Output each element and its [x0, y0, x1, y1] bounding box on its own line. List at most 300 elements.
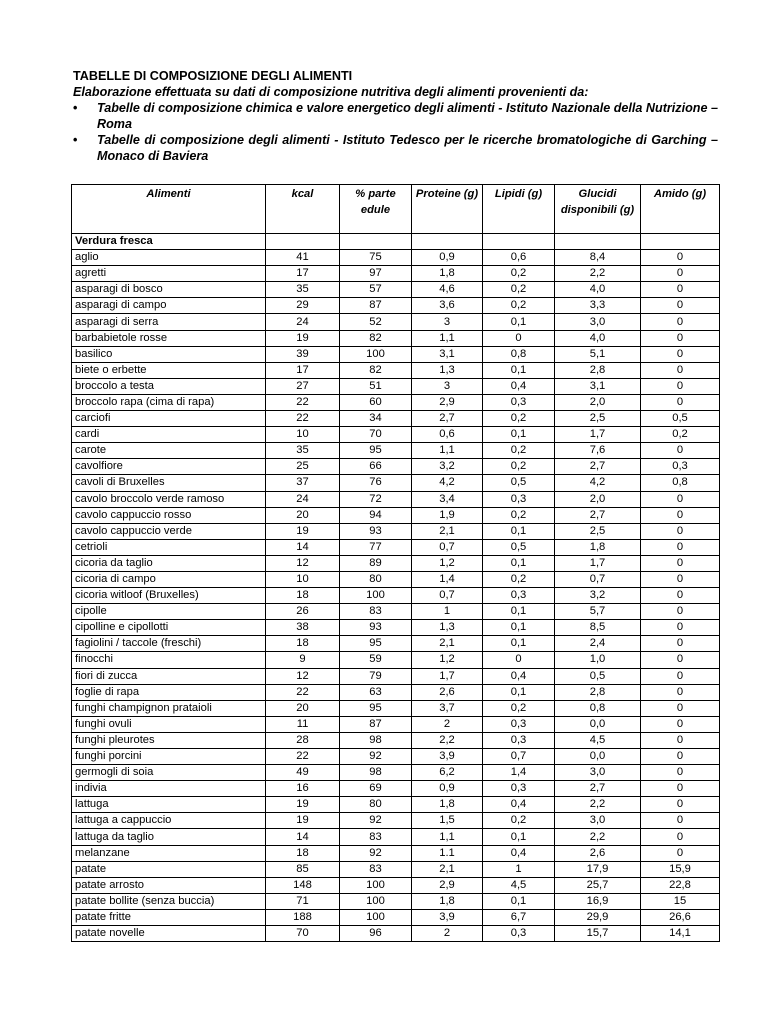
proteine-value: 3	[412, 314, 483, 330]
parte-edule-value: 83	[340, 604, 412, 620]
food-name: cavoli di Bruxelles	[72, 475, 266, 491]
amido-value: 0	[641, 700, 720, 716]
kcal-value: 9	[266, 652, 340, 668]
sources-list	[73, 100, 718, 164]
proteine-value: 3,6	[412, 298, 483, 314]
food-name: asparagi di campo	[72, 298, 266, 314]
food-name: funghi porcini	[72, 749, 266, 765]
table-row	[72, 877, 720, 893]
proteine-value: 3,1	[412, 346, 483, 362]
table-row	[72, 845, 720, 861]
kcal-value: 18	[266, 588, 340, 604]
kcal-value: 38	[266, 620, 340, 636]
proteine-value: 2	[412, 716, 483, 732]
glucidi-value: 0,8	[555, 700, 641, 716]
kcal-value: 19	[266, 797, 340, 813]
lipidi-value: 6,7	[483, 909, 555, 925]
kcal-value: 18	[266, 636, 340, 652]
food-name: cetrioli	[72, 539, 266, 555]
lipidi-value: 0,2	[483, 266, 555, 282]
table-row	[72, 684, 720, 700]
amido-value: 15,9	[641, 861, 720, 877]
lipidi-value: 0,1	[483, 684, 555, 700]
parte-edule-value: 79	[340, 668, 412, 684]
column-header-amido: Amido (g)	[641, 185, 720, 234]
glucidi-value: 15,7	[555, 926, 641, 942]
food-name: cavolo cappuccio verde	[72, 523, 266, 539]
kcal-value: 18	[266, 845, 340, 861]
amido-value: 0,2	[641, 427, 720, 443]
column-header-kcal: kcal	[266, 185, 340, 234]
amido-value: 0	[641, 539, 720, 555]
food-name: basilico	[72, 346, 266, 362]
lipidi-value: 1,4	[483, 765, 555, 781]
parte-edule-value: 98	[340, 732, 412, 748]
parte-edule-value: 92	[340, 749, 412, 765]
kcal-value: 22	[266, 394, 340, 410]
food-name: funghi champignon prataioli	[72, 700, 266, 716]
food-name: cicoria witloof (Bruxelles)	[72, 588, 266, 604]
parte-edule-value: 95	[340, 700, 412, 716]
column-header-lipidi: Lipidi (g)	[483, 185, 555, 234]
kcal-value: 19	[266, 523, 340, 539]
proteine-value: 1,3	[412, 620, 483, 636]
glucidi-value: 2,4	[555, 636, 641, 652]
table-row	[72, 636, 720, 652]
parte-edule-value: 59	[340, 652, 412, 668]
table-row	[72, 588, 720, 604]
food-name: germogli di soia	[72, 765, 266, 781]
parte-edule-value: 87	[340, 298, 412, 314]
food-name: cavolo broccolo verde ramoso	[72, 491, 266, 507]
parte-edule-value: 80	[340, 797, 412, 813]
proteine-value: 0,9	[412, 250, 483, 266]
amido-value: 0	[641, 636, 720, 652]
glucidi-value: 8,5	[555, 620, 641, 636]
food-name: agretti	[72, 266, 266, 282]
table-body	[72, 234, 720, 942]
glucidi-value: 1,7	[555, 427, 641, 443]
glucidi-value: 16,9	[555, 893, 641, 909]
table-row	[72, 700, 720, 716]
lipidi-value: 0,1	[483, 555, 555, 571]
glucidi-value: 2,6	[555, 845, 641, 861]
parte-edule-value: 51	[340, 378, 412, 394]
food-name: patate bollite (senza buccia)	[72, 893, 266, 909]
kcal-value: 49	[266, 765, 340, 781]
parte-edule-value: 100	[340, 877, 412, 893]
proteine-value: 2,1	[412, 861, 483, 877]
parte-edule-value: 100	[340, 588, 412, 604]
glucidi-value: 2,5	[555, 411, 641, 427]
amido-value: 0	[641, 298, 720, 314]
parte-edule-value: 96	[340, 926, 412, 942]
amido-value: 0,8	[641, 475, 720, 491]
table-row	[72, 539, 720, 555]
glucidi-value: 0,0	[555, 716, 641, 732]
food-name: barbabietole rosse	[72, 330, 266, 346]
table-row	[72, 394, 720, 410]
table-cell	[412, 234, 483, 250]
glucidi-value: 17,9	[555, 861, 641, 877]
parte-edule-value: 95	[340, 636, 412, 652]
food-name: fagiolini / taccole (freschi)	[72, 636, 266, 652]
table-row	[72, 813, 720, 829]
amido-value: 0	[641, 443, 720, 459]
proteine-value: 1,4	[412, 571, 483, 587]
table-row	[72, 604, 720, 620]
lipidi-value: 0,1	[483, 314, 555, 330]
section-row	[72, 234, 720, 250]
kcal-value: 27	[266, 378, 340, 394]
proteine-value: 2	[412, 926, 483, 942]
glucidi-value: 2,8	[555, 684, 641, 700]
glucidi-value: 2,2	[555, 266, 641, 282]
kcal-value: 22	[266, 411, 340, 427]
table-row	[72, 652, 720, 668]
amido-value: 0	[641, 330, 720, 346]
kcal-value: 35	[266, 282, 340, 298]
kcal-value: 12	[266, 555, 340, 571]
table-cell	[266, 234, 340, 250]
lipidi-value: 0,7	[483, 749, 555, 765]
lipidi-value: 0,2	[483, 459, 555, 475]
food-name: carciofi	[72, 411, 266, 427]
proteine-value: 1,1	[412, 829, 483, 845]
proteine-value: 0,6	[412, 427, 483, 443]
amido-value: 0	[641, 684, 720, 700]
glucidi-value: 8,4	[555, 250, 641, 266]
amido-value: 0	[641, 250, 720, 266]
parte-edule-value: 69	[340, 781, 412, 797]
table-row	[72, 797, 720, 813]
food-name: cipolle	[72, 604, 266, 620]
proteine-value: 2,9	[412, 877, 483, 893]
parte-edule-value: 87	[340, 716, 412, 732]
table-row	[72, 749, 720, 765]
lipidi-value: 1	[483, 861, 555, 877]
parte-edule-value: 72	[340, 491, 412, 507]
food-name: cicoria da taglio	[72, 555, 266, 571]
table-row	[72, 443, 720, 459]
column-header-glucidi: Glucidi disponibili (g)	[555, 185, 641, 234]
table-row	[72, 523, 720, 539]
table-row	[72, 330, 720, 346]
table-row	[72, 507, 720, 523]
table-row	[72, 314, 720, 330]
proteine-value: 6,2	[412, 765, 483, 781]
glucidi-value: 2,0	[555, 394, 641, 410]
food-name: finocchi	[72, 652, 266, 668]
amido-value: 0	[641, 491, 720, 507]
lipidi-value: 0,2	[483, 813, 555, 829]
proteine-value: 1,8	[412, 266, 483, 282]
amido-value: 14,1	[641, 926, 720, 942]
kcal-value: 29	[266, 298, 340, 314]
column-header-parte-edule: % parte edule	[340, 185, 412, 234]
food-name: asparagi di bosco	[72, 282, 266, 298]
proteine-value: 2,1	[412, 636, 483, 652]
lipidi-value: 0,2	[483, 282, 555, 298]
proteine-value: 1,2	[412, 652, 483, 668]
glucidi-value: 4,5	[555, 732, 641, 748]
kcal-value: 19	[266, 330, 340, 346]
table-row	[72, 555, 720, 571]
food-composition-table	[71, 184, 720, 942]
table-row	[72, 765, 720, 781]
lipidi-value: 0,1	[483, 362, 555, 378]
table-row	[72, 250, 720, 266]
amido-value: 0	[641, 620, 720, 636]
table-row	[72, 266, 720, 282]
table-cell	[555, 234, 641, 250]
food-name: patate arrosto	[72, 877, 266, 893]
kcal-value: 12	[266, 668, 340, 684]
table-row	[72, 620, 720, 636]
parte-edule-value: 34	[340, 411, 412, 427]
food-name: lattuga a cappuccio	[72, 813, 266, 829]
amido-value: 0	[641, 668, 720, 684]
table-header-row	[72, 185, 720, 234]
table-row	[72, 861, 720, 877]
proteine-value: 4,6	[412, 282, 483, 298]
glucidi-value: 4,0	[555, 282, 641, 298]
amido-value: 0	[641, 555, 720, 571]
proteine-value: 1.1	[412, 845, 483, 861]
lipidi-value: 0,4	[483, 797, 555, 813]
parte-edule-value: 93	[340, 620, 412, 636]
glucidi-value: 3,0	[555, 813, 641, 829]
lipidi-value: 0,5	[483, 475, 555, 491]
lipidi-value: 0,3	[483, 491, 555, 507]
glucidi-value: 2,8	[555, 362, 641, 378]
amido-value: 0	[641, 378, 720, 394]
lipidi-value: 0,2	[483, 298, 555, 314]
amido-value: 0	[641, 716, 720, 732]
food-name: melanzane	[72, 845, 266, 861]
glucidi-value: 2,2	[555, 797, 641, 813]
amido-value: 0	[641, 732, 720, 748]
lipidi-value: 0,3	[483, 781, 555, 797]
kcal-value: 17	[266, 266, 340, 282]
food-name: foglie di rapa	[72, 684, 266, 700]
parte-edule-value: 60	[340, 394, 412, 410]
proteine-value: 2,9	[412, 394, 483, 410]
table-row	[72, 282, 720, 298]
table-row	[72, 459, 720, 475]
table-row	[72, 362, 720, 378]
kcal-value: 19	[266, 813, 340, 829]
glucidi-value: 3,0	[555, 314, 641, 330]
food-name: asparagi di serra	[72, 314, 266, 330]
proteine-value: 4,2	[412, 475, 483, 491]
parte-edule-value: 92	[340, 813, 412, 829]
amido-value: 0	[641, 507, 720, 523]
table-row	[72, 829, 720, 845]
lipidi-value: 0,4	[483, 845, 555, 861]
glucidi-value: 25,7	[555, 877, 641, 893]
kcal-value: 14	[266, 539, 340, 555]
proteine-value: 0,7	[412, 539, 483, 555]
kcal-value: 22	[266, 749, 340, 765]
lipidi-value: 0,3	[483, 716, 555, 732]
amido-value: 0,3	[641, 459, 720, 475]
food-name: lattuga da taglio	[72, 829, 266, 845]
table-row	[72, 491, 720, 507]
food-name: funghi ovuli	[72, 716, 266, 732]
kcal-value: 16	[266, 781, 340, 797]
parte-edule-value: 52	[340, 314, 412, 330]
lipidi-value: 0,3	[483, 732, 555, 748]
lipidi-value: 0,3	[483, 394, 555, 410]
glucidi-value: 7,6	[555, 443, 641, 459]
kcal-value: 35	[266, 443, 340, 459]
food-name: patate fritte	[72, 909, 266, 925]
proteine-value: 3,7	[412, 700, 483, 716]
amido-value: 0	[641, 797, 720, 813]
parte-edule-value: 76	[340, 475, 412, 491]
parte-edule-value: 100	[340, 346, 412, 362]
parte-edule-value: 70	[340, 427, 412, 443]
proteine-value: 1,9	[412, 507, 483, 523]
amido-value: 0	[641, 813, 720, 829]
table-row	[72, 346, 720, 362]
kcal-value: 28	[266, 732, 340, 748]
parte-edule-value: 80	[340, 571, 412, 587]
proteine-value: 2,7	[412, 411, 483, 427]
glucidi-value: 0,0	[555, 749, 641, 765]
table-row	[72, 427, 720, 443]
source-item: • Tabelle di composizione chimica e valore energetico degli alimenti - Istituto Nazionale della Nutrizione – Roma	[73, 100, 718, 132]
amido-value: 22,8	[641, 877, 720, 893]
parte-edule-value: 95	[340, 443, 412, 459]
column-header-proteine: Proteine (g)	[412, 185, 483, 234]
parte-edule-value: 89	[340, 555, 412, 571]
lipidi-value: 0	[483, 330, 555, 346]
proteine-value: 0,7	[412, 588, 483, 604]
lipidi-value: 0,1	[483, 620, 555, 636]
proteine-value: 1,8	[412, 797, 483, 813]
amido-value: 0	[641, 266, 720, 282]
column-header-alimenti: Alimenti	[72, 185, 266, 234]
amido-value: 0	[641, 523, 720, 539]
glucidi-value: 1,7	[555, 555, 641, 571]
table-cell	[641, 234, 720, 250]
proteine-value: 1	[412, 604, 483, 620]
glucidi-value: 3,3	[555, 298, 641, 314]
kcal-value: 11	[266, 716, 340, 732]
amido-value: 0	[641, 749, 720, 765]
food-name: cavolo cappuccio rosso	[72, 507, 266, 523]
lipidi-value: 0,5	[483, 539, 555, 555]
lipidi-value: 0,4	[483, 378, 555, 394]
parte-edule-value: 82	[340, 330, 412, 346]
glucidi-value: 1,8	[555, 539, 641, 555]
amido-value: 0	[641, 765, 720, 781]
parte-edule-value: 63	[340, 684, 412, 700]
food-name: patate novelle	[72, 926, 266, 942]
table-row	[72, 668, 720, 684]
kcal-value: 26	[266, 604, 340, 620]
glucidi-value: 2,7	[555, 781, 641, 797]
amido-value: 0,5	[641, 411, 720, 427]
kcal-value: 148	[266, 877, 340, 893]
food-name: patate	[72, 861, 266, 877]
food-name: fiori di zucca	[72, 668, 266, 684]
parte-edule-value: 98	[340, 765, 412, 781]
kcal-value: 85	[266, 861, 340, 877]
kcal-value: 10	[266, 427, 340, 443]
kcal-value: 17	[266, 362, 340, 378]
proteine-value: 3,9	[412, 749, 483, 765]
glucidi-value: 0,7	[555, 571, 641, 587]
amido-value: 0	[641, 571, 720, 587]
parte-edule-value: 57	[340, 282, 412, 298]
table-cell	[483, 234, 555, 250]
glucidi-value: 2,7	[555, 507, 641, 523]
lipidi-value: 0,1	[483, 427, 555, 443]
amido-value: 0	[641, 845, 720, 861]
table-cell	[340, 234, 412, 250]
proteine-value: 1,8	[412, 893, 483, 909]
food-name: carote	[72, 443, 266, 459]
parte-edule-value: 83	[340, 829, 412, 845]
parte-edule-value: 75	[340, 250, 412, 266]
lipidi-value: 0,3	[483, 926, 555, 942]
table-row	[72, 781, 720, 797]
glucidi-value: 5,7	[555, 604, 641, 620]
parte-edule-value: 100	[340, 893, 412, 909]
parte-edule-value: 93	[340, 523, 412, 539]
food-name: funghi pleurotes	[72, 732, 266, 748]
proteine-value: 2,2	[412, 732, 483, 748]
proteine-value: 3,2	[412, 459, 483, 475]
glucidi-value: 2,5	[555, 523, 641, 539]
lipidi-value: 0,1	[483, 829, 555, 845]
food-name: aglio	[72, 250, 266, 266]
proteine-value: 2,6	[412, 684, 483, 700]
proteine-value: 1,2	[412, 555, 483, 571]
document-title: TABELLE DI COMPOSIZIONE DEGLI ALIMENTI	[73, 69, 353, 83]
amido-value: 26,6	[641, 909, 720, 925]
lipidi-value: 0,1	[483, 523, 555, 539]
amido-value: 15	[641, 893, 720, 909]
amido-value: 0	[641, 282, 720, 298]
proteine-value: 1,7	[412, 668, 483, 684]
lipidi-value: 0	[483, 652, 555, 668]
kcal-value: 20	[266, 700, 340, 716]
kcal-value: 10	[266, 571, 340, 587]
table-row	[72, 926, 720, 942]
parte-edule-value: 77	[340, 539, 412, 555]
parte-edule-value: 97	[340, 266, 412, 282]
glucidi-value: 29,9	[555, 909, 641, 925]
amido-value: 0	[641, 604, 720, 620]
food-name: cipolline e cipollotti	[72, 620, 266, 636]
section-label: Verdura fresca	[72, 234, 266, 250]
food-name: indivia	[72, 781, 266, 797]
proteine-value: 1,1	[412, 443, 483, 459]
lipidi-value: 0,2	[483, 700, 555, 716]
lipidi-value: 0,6	[483, 250, 555, 266]
kcal-value: 24	[266, 314, 340, 330]
food-name: broccolo rapa (cima di rapa)	[72, 394, 266, 410]
lipidi-value: 4,5	[483, 877, 555, 893]
parte-edule-value: 94	[340, 507, 412, 523]
lipidi-value: 0,2	[483, 411, 555, 427]
food-name: biete o erbette	[72, 362, 266, 378]
table-row	[72, 571, 720, 587]
